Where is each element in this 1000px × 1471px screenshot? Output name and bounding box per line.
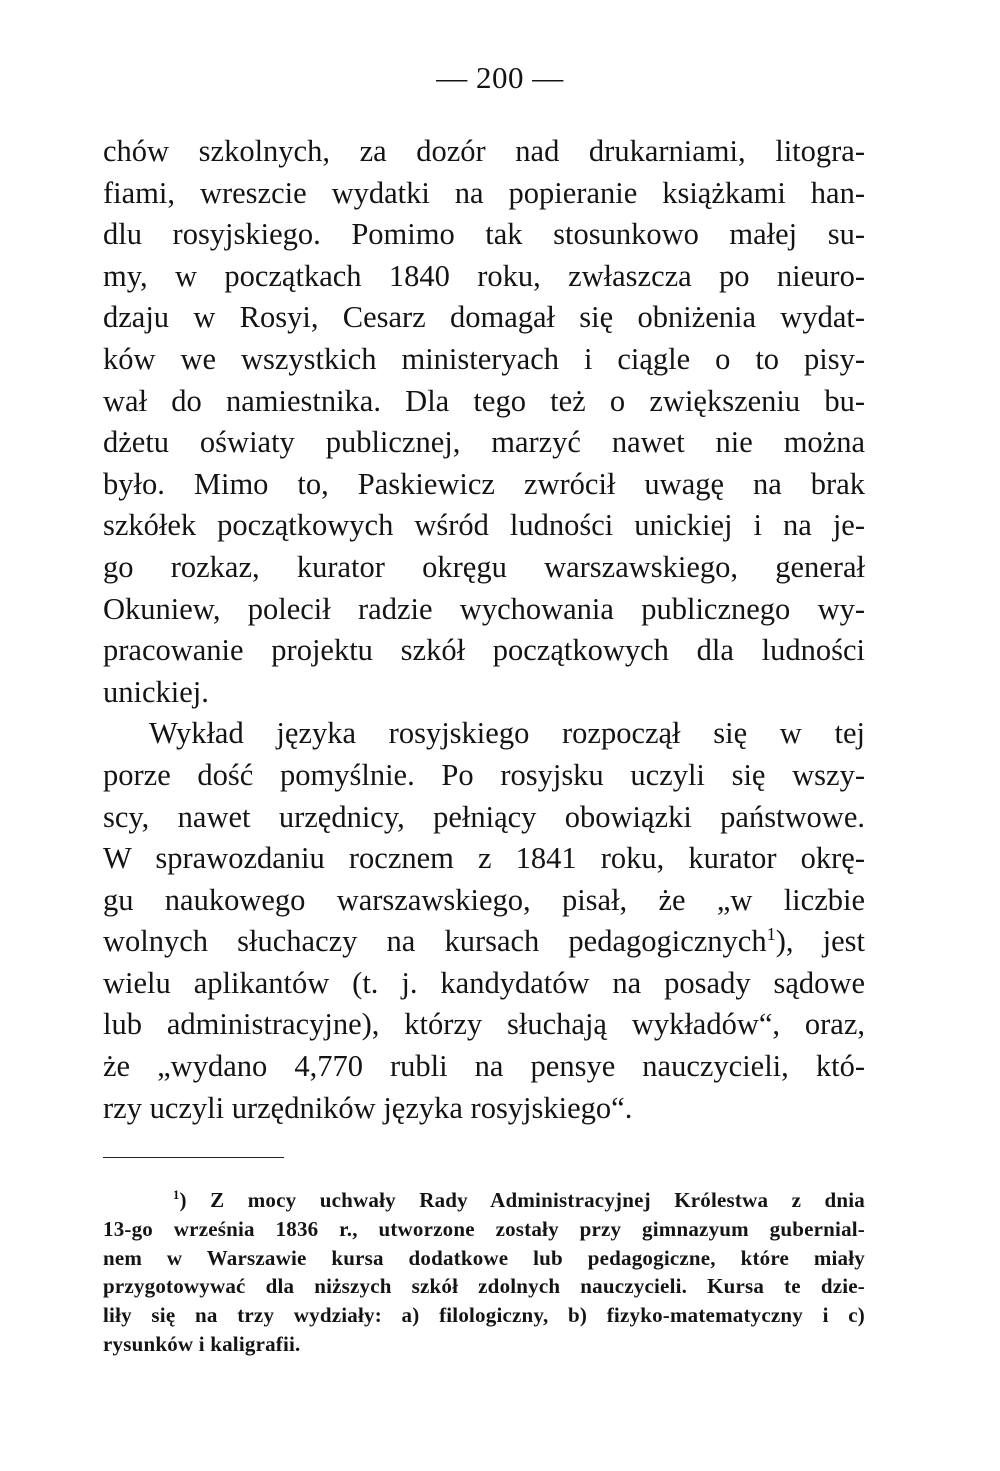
text-line: scy, nawet urzędnicy, pełniący obowiązki państwowe. [103, 799, 865, 834]
text-line: gu naukowego warszawskiego, pisał, że „w liczbie [103, 882, 865, 917]
text-line: Wykład języka rosyjskiego rozpoczął się w tej [149, 716, 865, 751]
text-line: wał do namiestnika. Dla tego też o zwiększeniu bu- [103, 383, 865, 418]
page-number: — 200 — [436, 60, 564, 95]
footnote-divider [103, 1157, 284, 1158]
text-line: my, w początkach 1840 roku, zwłaszcza po nieuro- [103, 258, 865, 293]
footnote-line [103, 1186, 865, 1215]
footnote [103, 1186, 865, 1359]
text-line: lub administracyjne), którzy słuchają wykładów“, oraz, [103, 1007, 865, 1042]
text-segment: wolnych słuchaczy na kursach pedagogicznych [103, 924, 767, 959]
main-text [103, 131, 865, 1129]
footnote-line: 13-go września 1836 r., utworzone zostały przy gimnazyum gubernial- [103, 1216, 865, 1241]
text-line-with-footnote-ref [103, 921, 865, 963]
text-line: pracowanie projektu szkół początkowych dla ludności [103, 633, 865, 668]
text-line: szkółek początkowych wśród ludności unickiej i na je- [103, 508, 865, 543]
footnote-line: przygotowywać dla niższych szkół zdolnych nauczycieli. Kursa te dzie- [103, 1274, 865, 1299]
text-line: dlu rosyjskiego. Pomimo tak stosunkowo małej su- [103, 217, 865, 252]
footnote-line: nem w Warszawie kursa dodatkowe lub pedagogiczne, które miały [103, 1245, 865, 1270]
text-line: Okuniew, polecił radzie wychowania publicznego wy- [103, 591, 865, 626]
text-segment: ) Z mocy uchwały Rady Administracyjnej Królestwa z dnia [179, 1188, 865, 1212]
footnote-reference[interactable]: 1 [766, 924, 776, 945]
text-line: W sprawozdaniu rocznem z 1841 roku, kurator okrę- [103, 841, 865, 876]
footnote-line: rysunków i kaligrafii. [103, 1331, 301, 1356]
text-line: było. Mimo to, Paskiewicz zwrócił uwagę na brak [103, 466, 865, 501]
footnote-line: liły się na trzy wydziały: a) filologiczny, b) fizyko-matematyczny i c) [103, 1303, 865, 1328]
text-line: unickiej. [103, 674, 209, 709]
text-segment: ), jest [775, 924, 865, 959]
footnote-marker: 1 [173, 1188, 180, 1202]
text-line: chów szkolnych, za dozór nad drukarniami, litogra- [103, 134, 865, 168]
text-line: go rozkaz, kurator okręgu warszawskiego, generał [103, 549, 865, 584]
text-line: wielu aplikantów (t. j. kandydatów na posady sądowe [103, 965, 865, 1000]
text-line: dżetu oświaty publicznej, marzyć nawet nie można [103, 425, 865, 460]
text-line: dzaju w Rosyi, Cesarz domagał się obniżenia wydat- [103, 300, 865, 335]
text-line: ków we wszystkich ministeryach i ciągle o to pisy- [103, 341, 865, 376]
text-line: że „wydano 4,770 rubli na pensye nauczycieli, któ- [103, 1049, 865, 1084]
text-line: porze dość pomyślnie. Po rosyjsku uczyli się wszy- [103, 757, 865, 792]
text-line: fiami, wreszcie wydatki na popieranie książkami han- [103, 175, 865, 210]
text-line: rzy uczyli urzędników języka rosyjskiego“. [103, 1090, 633, 1125]
